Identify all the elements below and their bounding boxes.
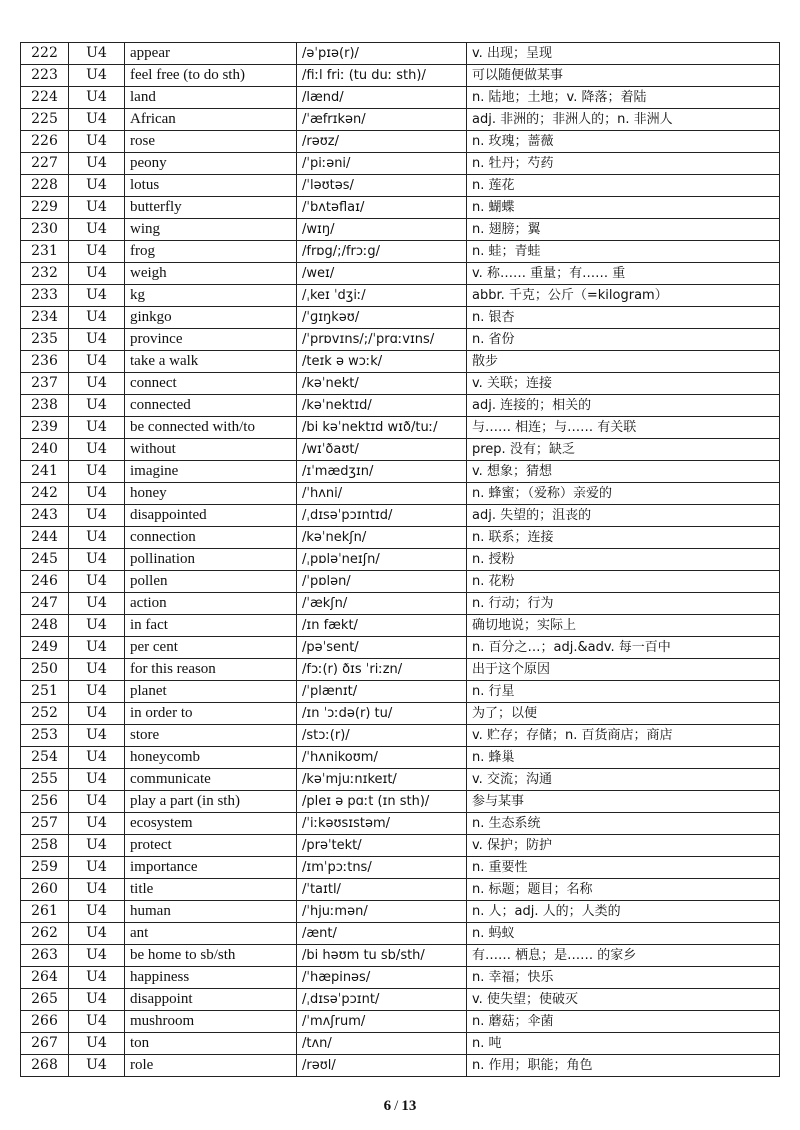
unit-label: U4 <box>69 813 125 835</box>
chinese-meaning: n. 行动；行为 <box>467 593 780 615</box>
phonetic-transcription: /ˈhʌni/ <box>297 483 467 505</box>
row-number: 255 <box>21 769 69 791</box>
phonetic-transcription: /lænd/ <box>297 87 467 109</box>
phonetic-transcription: /ˈhjuːmən/ <box>297 901 467 923</box>
unit-label: U4 <box>69 571 125 593</box>
unit-label: U4 <box>69 989 125 1011</box>
unit-label: U4 <box>69 505 125 527</box>
table-row <box>21 285 780 307</box>
table-row <box>21 43 780 65</box>
phonetic-transcription: /pleɪ ə pɑːt (ɪn sth)/ <box>297 791 467 813</box>
phonetic-transcription: /frɒg/;/frɔːg/ <box>297 241 467 263</box>
chinese-meaning: n. 蘑菇；伞菌 <box>467 1011 780 1033</box>
english-word: connect <box>125 373 297 395</box>
unit-label: U4 <box>69 43 125 65</box>
chinese-meaning: n. 花粉 <box>467 571 780 593</box>
table-row <box>21 505 780 527</box>
english-word: feel free (to do sth) <box>125 65 297 87</box>
unit-label: U4 <box>69 153 125 175</box>
english-word: importance <box>125 857 297 879</box>
table-row <box>21 615 780 637</box>
english-word: for this reason <box>125 659 297 681</box>
table-row <box>21 1055 780 1077</box>
chinese-meaning: 有…… 栖息；是…… 的家乡 <box>467 945 780 967</box>
phonetic-transcription: /ˈpiːəni/ <box>297 153 467 175</box>
table-row <box>21 747 780 769</box>
chinese-meaning: v. 保护；防护 <box>467 835 780 857</box>
phonetic-transcription: /teɪk ə wɔːk/ <box>297 351 467 373</box>
english-word: without <box>125 439 297 461</box>
total-pages: 13 <box>401 1098 417 1114</box>
row-number: 237 <box>21 373 69 395</box>
row-number: 243 <box>21 505 69 527</box>
row-number: 265 <box>21 989 69 1011</box>
chinese-meaning: n. 作用；职能；角色 <box>467 1055 780 1077</box>
table-row <box>21 527 780 549</box>
phonetic-transcription: /prəˈtekt/ <box>297 835 467 857</box>
row-number: 227 <box>21 153 69 175</box>
row-number: 230 <box>21 219 69 241</box>
row-number: 251 <box>21 681 69 703</box>
chinese-meaning: 散步 <box>467 351 780 373</box>
unit-label: U4 <box>69 769 125 791</box>
table-row <box>21 417 780 439</box>
unit-label: U4 <box>69 65 125 87</box>
english-word: mushroom <box>125 1011 297 1033</box>
english-word: pollination <box>125 549 297 571</box>
unit-label: U4 <box>69 1033 125 1055</box>
unit-label: U4 <box>69 791 125 813</box>
unit-label: U4 <box>69 725 125 747</box>
table-row <box>21 351 780 373</box>
chinese-meaning: abbr. 千克；公斤（=kilogram） <box>467 285 780 307</box>
row-number: 266 <box>21 1011 69 1033</box>
row-number: 258 <box>21 835 69 857</box>
row-number: 228 <box>21 175 69 197</box>
table-row <box>21 857 780 879</box>
english-word: appear <box>125 43 297 65</box>
english-word: butterfly <box>125 197 297 219</box>
unit-label: U4 <box>69 835 125 857</box>
unit-label: U4 <box>69 219 125 241</box>
phonetic-transcription: /ɪˈmædʒɪn/ <box>297 461 467 483</box>
chinese-meaning: n. 蝴蝶 <box>467 197 780 219</box>
english-word: weigh <box>125 263 297 285</box>
phonetic-transcription: /əˈpɪə(r)/ <box>297 43 467 65</box>
unit-label: U4 <box>69 351 125 373</box>
chinese-meaning: n. 蜂蜜；（爱称）亲爱的 <box>467 483 780 505</box>
table-row <box>21 901 780 923</box>
unit-label: U4 <box>69 681 125 703</box>
row-number: 246 <box>21 571 69 593</box>
chinese-meaning: n. 联系；连接 <box>467 527 780 549</box>
table-row <box>21 945 780 967</box>
chinese-meaning: v. 称…… 重量；有…… 重 <box>467 263 780 285</box>
phonetic-transcription: /fɔː(r) ðɪs ˈriːzn/ <box>297 659 467 681</box>
english-word: lotus <box>125 175 297 197</box>
table-row <box>21 439 780 461</box>
table-row <box>21 791 780 813</box>
row-number: 262 <box>21 923 69 945</box>
english-word: role <box>125 1055 297 1077</box>
chinese-meaning: 可以随便做某事 <box>467 65 780 87</box>
table-row <box>21 175 780 197</box>
phonetic-transcription: /ˈmʌʃrum/ <box>297 1011 467 1033</box>
row-number: 236 <box>21 351 69 373</box>
chinese-meaning: n. 牡丹；芍药 <box>467 153 780 175</box>
phonetic-transcription: /kəˈnekʃn/ <box>297 527 467 549</box>
row-number: 225 <box>21 109 69 131</box>
row-number: 254 <box>21 747 69 769</box>
chinese-meaning: n. 授粉 <box>467 549 780 571</box>
table-row <box>21 725 780 747</box>
phonetic-transcription: /ˈæfrɪkən/ <box>297 109 467 131</box>
unit-label: U4 <box>69 87 125 109</box>
table-row <box>21 593 780 615</box>
table-row <box>21 879 780 901</box>
chinese-meaning: 参与某事 <box>467 791 780 813</box>
table-row <box>21 461 780 483</box>
unit-label: U4 <box>69 593 125 615</box>
table-row <box>21 835 780 857</box>
unit-label: U4 <box>69 857 125 879</box>
phonetic-transcription: /ˌpɒləˈneɪʃn/ <box>297 549 467 571</box>
english-word: peony <box>125 153 297 175</box>
row-number: 253 <box>21 725 69 747</box>
phonetic-transcription: /kəˈmjuːnɪkeɪt/ <box>297 769 467 791</box>
vocabulary-table-body <box>21 43 780 1077</box>
row-number: 250 <box>21 659 69 681</box>
table-row <box>21 549 780 571</box>
table-row <box>21 571 780 593</box>
unit-label: U4 <box>69 131 125 153</box>
chinese-meaning: v. 关联；连接 <box>467 373 780 395</box>
phonetic-transcription: /fiːl friː (tu duː sth)/ <box>297 65 467 87</box>
phonetic-transcription: /ˈplænɪt/ <box>297 681 467 703</box>
unit-label: U4 <box>69 373 125 395</box>
chinese-meaning: n. 幸福；快乐 <box>467 967 780 989</box>
row-number: 267 <box>21 1033 69 1055</box>
unit-label: U4 <box>69 747 125 769</box>
row-number: 260 <box>21 879 69 901</box>
row-number: 232 <box>21 263 69 285</box>
table-row <box>21 989 780 1011</box>
chinese-meaning: n. 人；adj. 人的；人类的 <box>467 901 780 923</box>
row-number: 252 <box>21 703 69 725</box>
phonetic-transcription: /ˈɡɪŋkəʊ/ <box>297 307 467 329</box>
phonetic-transcription: /stɔː(r)/ <box>297 725 467 747</box>
table-row <box>21 637 780 659</box>
phonetic-transcription: /ˈtaɪtl/ <box>297 879 467 901</box>
english-word: honeycomb <box>125 747 297 769</box>
english-word: frog <box>125 241 297 263</box>
row-number: 239 <box>21 417 69 439</box>
phonetic-transcription: /ˈiːkəʊsɪstəm/ <box>297 813 467 835</box>
unit-label: U4 <box>69 395 125 417</box>
chinese-meaning: n. 莲花 <box>467 175 780 197</box>
chinese-meaning: n. 百分之…；adj.&adv. 每一百中 <box>467 637 780 659</box>
unit-label: U4 <box>69 923 125 945</box>
row-number: 245 <box>21 549 69 571</box>
table-row <box>21 769 780 791</box>
chinese-meaning: v. 交流；沟通 <box>467 769 780 791</box>
english-word: human <box>125 901 297 923</box>
chinese-meaning: n. 陆地；土地；v. 降落；着陆 <box>467 87 780 109</box>
row-number: 241 <box>21 461 69 483</box>
chinese-meaning: n. 行星 <box>467 681 780 703</box>
english-word: take a walk <box>125 351 297 373</box>
table-row <box>21 967 780 989</box>
chinese-meaning: v. 想象；猜想 <box>467 461 780 483</box>
row-number: 244 <box>21 527 69 549</box>
row-number: 223 <box>21 65 69 87</box>
phonetic-transcription: /wɪˈðaʊt/ <box>297 439 467 461</box>
english-word: disappoint <box>125 989 297 1011</box>
english-word: kg <box>125 285 297 307</box>
table-row <box>21 681 780 703</box>
unit-label: U4 <box>69 901 125 923</box>
table-row <box>21 703 780 725</box>
table-row <box>21 659 780 681</box>
row-number: 229 <box>21 197 69 219</box>
unit-label: U4 <box>69 197 125 219</box>
english-word: province <box>125 329 297 351</box>
vocabulary-table <box>20 42 780 1077</box>
chinese-meaning: 确切地说；实际上 <box>467 615 780 637</box>
english-word: in order to <box>125 703 297 725</box>
phonetic-transcription: /wɪŋ/ <box>297 219 467 241</box>
phonetic-transcription: /weɪ/ <box>297 263 467 285</box>
phonetic-transcription: /ˌkeɪ ˈdʒiː/ <box>297 285 467 307</box>
unit-label: U4 <box>69 615 125 637</box>
chinese-meaning: v. 出现；呈现 <box>467 43 780 65</box>
phonetic-transcription: /ˌdɪsəˈpɔɪnt/ <box>297 989 467 1011</box>
phonetic-transcription: /ˈləʊtəs/ <box>297 175 467 197</box>
phonetic-transcription: /bi kəˈnektɪd wɪð/tuː/ <box>297 417 467 439</box>
english-word: pollen <box>125 571 297 593</box>
page-number <box>0 1098 800 1115</box>
english-word: planet <box>125 681 297 703</box>
row-number: 248 <box>21 615 69 637</box>
table-row <box>21 1011 780 1033</box>
row-number: 256 <box>21 791 69 813</box>
chinese-meaning: n. 玫瑰；蔷薇 <box>467 131 780 153</box>
unit-label: U4 <box>69 1011 125 1033</box>
table-row <box>21 197 780 219</box>
phonetic-transcription: /ˈhæpinəs/ <box>297 967 467 989</box>
english-word: ant <box>125 923 297 945</box>
phonetic-transcription: /rəʊz/ <box>297 131 467 153</box>
row-number: 231 <box>21 241 69 263</box>
chinese-meaning: v. 贮存；存储；n. 百货商店；商店 <box>467 725 780 747</box>
unit-label: U4 <box>69 527 125 549</box>
row-number: 240 <box>21 439 69 461</box>
chinese-meaning: n. 吨 <box>467 1033 780 1055</box>
english-word: ginkgo <box>125 307 297 329</box>
table-row <box>21 87 780 109</box>
chinese-meaning: n. 生态系统 <box>467 813 780 835</box>
row-number: 222 <box>21 43 69 65</box>
phonetic-transcription: /rəʊl/ <box>297 1055 467 1077</box>
table-row <box>21 219 780 241</box>
row-number: 226 <box>21 131 69 153</box>
row-number: 235 <box>21 329 69 351</box>
english-word: be home to sb/sth <box>125 945 297 967</box>
unit-label: U4 <box>69 483 125 505</box>
chinese-meaning: n. 蜂巢 <box>467 747 780 769</box>
chinese-meaning: 与…… 相连；与…… 有关联 <box>467 417 780 439</box>
phonetic-transcription: /kəˈnektɪd/ <box>297 395 467 417</box>
row-number: 261 <box>21 901 69 923</box>
chinese-meaning: prep. 没有；缺乏 <box>467 439 780 461</box>
english-word: connected <box>125 395 297 417</box>
chinese-meaning: v. 使失望；使破灭 <box>467 989 780 1011</box>
english-word: land <box>125 87 297 109</box>
english-word: imagine <box>125 461 297 483</box>
table-row <box>21 131 780 153</box>
row-number: 233 <box>21 285 69 307</box>
row-number: 242 <box>21 483 69 505</box>
phonetic-transcription: /ˈprɒvɪns/;/ˈprɑːvɪns/ <box>297 329 467 351</box>
page-separator: / <box>394 1098 399 1114</box>
english-word: title <box>125 879 297 901</box>
chinese-meaning: n. 蛙；青蛙 <box>467 241 780 263</box>
english-word: wing <box>125 219 297 241</box>
english-word: honey <box>125 483 297 505</box>
chinese-meaning: n. 翅膀；翼 <box>467 219 780 241</box>
chinese-meaning: 为了；以便 <box>467 703 780 725</box>
chinese-meaning: n. 银杏 <box>467 307 780 329</box>
unit-label: U4 <box>69 263 125 285</box>
english-word: store <box>125 725 297 747</box>
chinese-meaning: adj. 失望的；沮丧的 <box>467 505 780 527</box>
phonetic-transcription: /ˈhʌnikoʊm/ <box>297 747 467 769</box>
phonetic-transcription: /ænt/ <box>297 923 467 945</box>
unit-label: U4 <box>69 329 125 351</box>
unit-label: U4 <box>69 879 125 901</box>
table-row <box>21 329 780 351</box>
row-number: 247 <box>21 593 69 615</box>
table-row <box>21 483 780 505</box>
chinese-meaning: n. 标题；题目；名称 <box>467 879 780 901</box>
table-row <box>21 307 780 329</box>
phonetic-transcription: /ˈpɒlən/ <box>297 571 467 593</box>
phonetic-transcription: /bi həʊm tu sb/sth/ <box>297 945 467 967</box>
english-word: communicate <box>125 769 297 791</box>
phonetic-transcription: /ˈbʌtəflaɪ/ <box>297 197 467 219</box>
english-word: ton <box>125 1033 297 1055</box>
english-word: rose <box>125 131 297 153</box>
unit-label: U4 <box>69 945 125 967</box>
english-word: African <box>125 109 297 131</box>
unit-label: U4 <box>69 637 125 659</box>
current-page: 6 <box>383 1098 392 1114</box>
unit-label: U4 <box>69 417 125 439</box>
unit-label: U4 <box>69 549 125 571</box>
row-number: 257 <box>21 813 69 835</box>
row-number: 268 <box>21 1055 69 1077</box>
table-row <box>21 65 780 87</box>
unit-label: U4 <box>69 241 125 263</box>
unit-label: U4 <box>69 967 125 989</box>
table-row <box>21 373 780 395</box>
unit-label: U4 <box>69 109 125 131</box>
unit-label: U4 <box>69 307 125 329</box>
chinese-meaning: n. 重要性 <box>467 857 780 879</box>
unit-label: U4 <box>69 439 125 461</box>
english-word: connection <box>125 527 297 549</box>
chinese-meaning: n. 蚂蚁 <box>467 923 780 945</box>
chinese-meaning: 出于这个原因 <box>467 659 780 681</box>
table-row <box>21 923 780 945</box>
row-number: 224 <box>21 87 69 109</box>
chinese-meaning: n. 省份 <box>467 329 780 351</box>
table-row <box>21 263 780 285</box>
unit-label: U4 <box>69 461 125 483</box>
english-word: happiness <box>125 967 297 989</box>
unit-label: U4 <box>69 175 125 197</box>
chinese-meaning: adj. 连接的；相关的 <box>467 395 780 417</box>
phonetic-transcription: /ˌdɪsəˈpɔɪntɪd/ <box>297 505 467 527</box>
unit-label: U4 <box>69 1055 125 1077</box>
phonetic-transcription: /tʌn/ <box>297 1033 467 1055</box>
english-word: action <box>125 593 297 615</box>
english-word: be connected with/to <box>125 417 297 439</box>
chinese-meaning: adj. 非洲的；非洲人的；n. 非洲人 <box>467 109 780 131</box>
row-number: 263 <box>21 945 69 967</box>
row-number: 259 <box>21 857 69 879</box>
phonetic-transcription: /ɪn fækt/ <box>297 615 467 637</box>
row-number: 234 <box>21 307 69 329</box>
row-number: 238 <box>21 395 69 417</box>
english-word: disappointed <box>125 505 297 527</box>
row-number: 264 <box>21 967 69 989</box>
phonetic-transcription: /ɪn ˈɔːdə(r) tu/ <box>297 703 467 725</box>
phonetic-transcription: /pəˈsent/ <box>297 637 467 659</box>
row-number: 249 <box>21 637 69 659</box>
unit-label: U4 <box>69 703 125 725</box>
english-word: in fact <box>125 615 297 637</box>
table-row <box>21 1033 780 1055</box>
english-word: protect <box>125 835 297 857</box>
phonetic-transcription: /ˈækʃn/ <box>297 593 467 615</box>
table-row <box>21 813 780 835</box>
english-word: ecosystem <box>125 813 297 835</box>
table-row <box>21 241 780 263</box>
english-word: per cent <box>125 637 297 659</box>
english-word: play a part (in sth) <box>125 791 297 813</box>
table-row <box>21 109 780 131</box>
unit-label: U4 <box>69 285 125 307</box>
unit-label: U4 <box>69 659 125 681</box>
phonetic-transcription: /ɪmˈpɔːtns/ <box>297 857 467 879</box>
table-row <box>21 395 780 417</box>
phonetic-transcription: /kəˈnekt/ <box>297 373 467 395</box>
table-row <box>21 153 780 175</box>
